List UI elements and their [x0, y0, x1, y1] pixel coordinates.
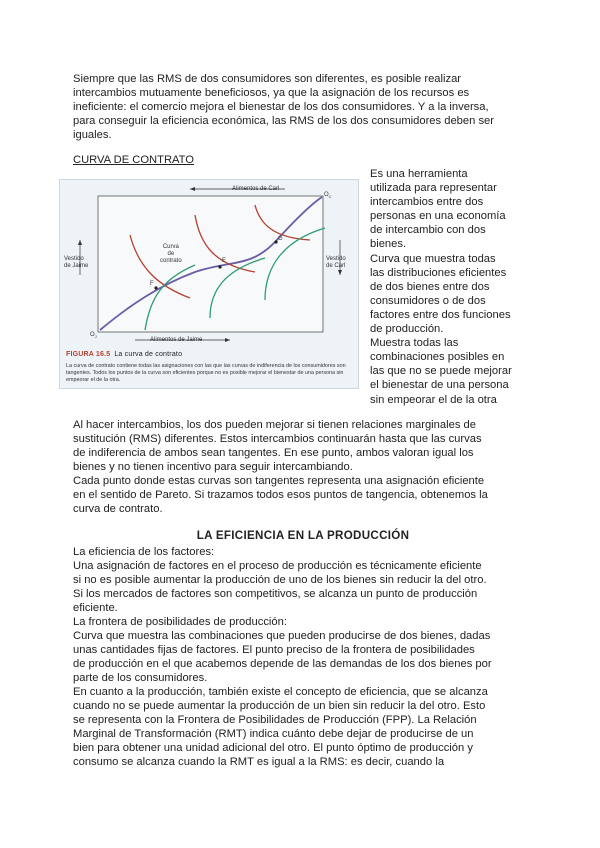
bottom-axis-label: Alimentos de Jaime	[150, 337, 203, 343]
description-line: consumidores o de dos	[370, 294, 486, 307]
body-line: bien para obtener una unidad adicional del otro. El punto óptimo de producción y	[73, 742, 473, 754]
figure-number: FIGURA 16.5	[66, 351, 111, 358]
figure-name: La curva de contrato	[114, 351, 183, 358]
bottom-arrow-head	[225, 338, 230, 342]
origin-jaime-label	[90, 332, 97, 340]
point-e-label: E	[222, 258, 227, 264]
right-arrow-head	[338, 270, 342, 275]
description-line: el bienestar de una persona	[370, 379, 509, 392]
body-line: sustitución (RMS) diferentes. Estos intercambios continuarán hasta que las curvas	[73, 433, 482, 445]
body-line: de producción en el que acabemos depende de las demandas de los dos bienes por	[73, 658, 492, 670]
top-arrow-head	[190, 187, 195, 191]
description-line: utilizada para representar	[370, 182, 497, 195]
body-line: cuando no se puede aumentar la producción de un bien sin reducir la del otro. Esto	[73, 700, 486, 712]
description-line: Muestra todas las	[370, 337, 459, 350]
point-f-marker	[154, 286, 157, 289]
origin-carl-subscript: C	[328, 194, 332, 200]
production-heading: LA EFICIENCIA EN LA PRODUCCIÓN	[196, 529, 410, 542]
intro-line: ineficiente: el comercio mejora el bienestar de los dos consumidores. Y a la inversa,	[73, 101, 489, 113]
description-line: Curva que muestra todas	[370, 252, 496, 265]
body-line: parte de los consumidores.	[73, 672, 208, 684]
description-line: de intercambio con dos	[370, 224, 486, 237]
left-axis-label-line: de Jaime	[64, 263, 89, 269]
contract-curve-description	[370, 167, 532, 407]
contract-curve-label-line: contrato	[160, 258, 182, 264]
body-line: En cuanto a la producción, también existe el concepto de eficiencia, que se alcanza	[73, 686, 488, 698]
tangency-paragraph	[73, 418, 533, 516]
figure-caption-title	[66, 351, 182, 358]
point-g-label: G	[278, 236, 283, 242]
description-line: las distribuciones eficientes	[370, 266, 507, 279]
description-line: bienes.	[370, 238, 407, 251]
description-line: de producción.	[370, 323, 444, 336]
contract-curve-figure	[59, 179, 359, 389]
intro-line: intercambios mutuamente beneficiosos, ya que la asignación de los recursos es	[73, 87, 470, 99]
intro-line: Siempre que las RMS de dos consumidores son diferentes, es posible realizar	[73, 73, 462, 85]
origin-jaime-subscript: J	[94, 334, 97, 340]
body-line: eficiente.	[73, 602, 118, 614]
right-axis-label-line: Vestido	[326, 256, 346, 262]
production-paragraph	[73, 545, 533, 769]
left-axis-label-line: Vestido	[64, 256, 84, 262]
right-axis-label	[326, 256, 346, 270]
body-line: Cada punto donde estas curvas son tangentes representa una asignación eficiente	[73, 475, 485, 487]
left-axis-label	[64, 256, 88, 270]
body-line: si no es posible aumentar la producción de uno de los bienes sin reducir la del otro.	[73, 574, 487, 586]
contract-curve-label	[160, 244, 182, 265]
body-line: unas cantidades fijas de factores. El punto preciso de la frontera de posibilidades	[73, 644, 475, 656]
intro-line: para conseguir la eficiencia económica, las RMS de los dos consumidores deben ser	[73, 115, 494, 127]
edgeworth-box-diagram	[60, 180, 358, 345]
contract-curve-label-line: de	[167, 251, 175, 257]
contract-curve-heading: CURVA DE CONTRATO	[73, 154, 195, 166]
contract-curve-label-line: Curva	[162, 244, 179, 250]
body-line: La frontera de posibilidades de producción:	[73, 616, 287, 628]
description-line: de dos bienes entre dos	[370, 280, 490, 293]
body-line: se representa con la Frontera de Posibilidades de Producción (FPP). La Relación	[73, 714, 477, 726]
body-line: de indiferencia de ambos sean tangentes. En ese punto, ambos valoran igual los	[73, 447, 474, 459]
description-line: intercambios entre dos	[370, 196, 484, 209]
origin-carl-label	[324, 192, 332, 200]
right-axis-label-line: de Carl	[326, 263, 346, 269]
point-e-marker	[218, 265, 221, 268]
body-line: Si los mercados de factores son competitivos, se alcanza un punto de producción	[73, 588, 478, 600]
description-line: sin empeorar el de la otra	[370, 393, 497, 406]
point-f-label: F	[150, 281, 154, 287]
body-line: Curva que muestra las combinaciones que pueden producirse de dos bienes, dadas	[73, 630, 491, 642]
description-line: factores entre dos funciones	[370, 308, 511, 321]
body-line: consumo se alcanza cuando la RMT es igual a la RMS: es decir, cuando la	[73, 756, 445, 768]
body-line: Marginal de Transformación (RMT) indica cuánto debe dejar de producirse de un	[73, 728, 474, 740]
description-line: personas en una economía	[370, 210, 506, 223]
intro-line: iguales.	[73, 129, 112, 141]
body-line: Una asignación de factores en el proceso de producción es técnicamente eficiente	[73, 560, 482, 572]
intro-paragraph	[73, 72, 533, 142]
description-line: las que no se puede mejorar	[370, 365, 512, 378]
body-line: curva de contrato.	[73, 503, 163, 515]
body-line: Al hacer intercambios, los dos pueden mejorar si tienen relaciones marginales de	[73, 419, 476, 431]
figure-caption-body: La curva de contrato contiene todas las asignaciones con las que las curvas de indiferencia de los consumidores son tangentes. Todos los puntos de la curva son eficientes porque no es posible mejorar el bienestar de una persona sin empeorar el de la otra.	[66, 363, 346, 383]
description-line: combinaciones posibles en	[370, 351, 505, 364]
description-line: Es una herramienta	[370, 168, 468, 180]
body-line: en el sentido de Pareto. Si trazamos todos esos puntos de tangencia, obtenemos la	[73, 489, 488, 501]
body-line: bienes y no tienen incentivo para seguir intercambiando.	[73, 461, 353, 473]
origin-jaime-letter: O	[90, 332, 95, 338]
body-line: La eficiencia de los factores:	[73, 546, 215, 558]
top-axis-label: Alimentos de Carl	[232, 186, 280, 192]
left-arrow-head	[78, 240, 82, 245]
origin-carl-letter: O	[324, 192, 329, 198]
